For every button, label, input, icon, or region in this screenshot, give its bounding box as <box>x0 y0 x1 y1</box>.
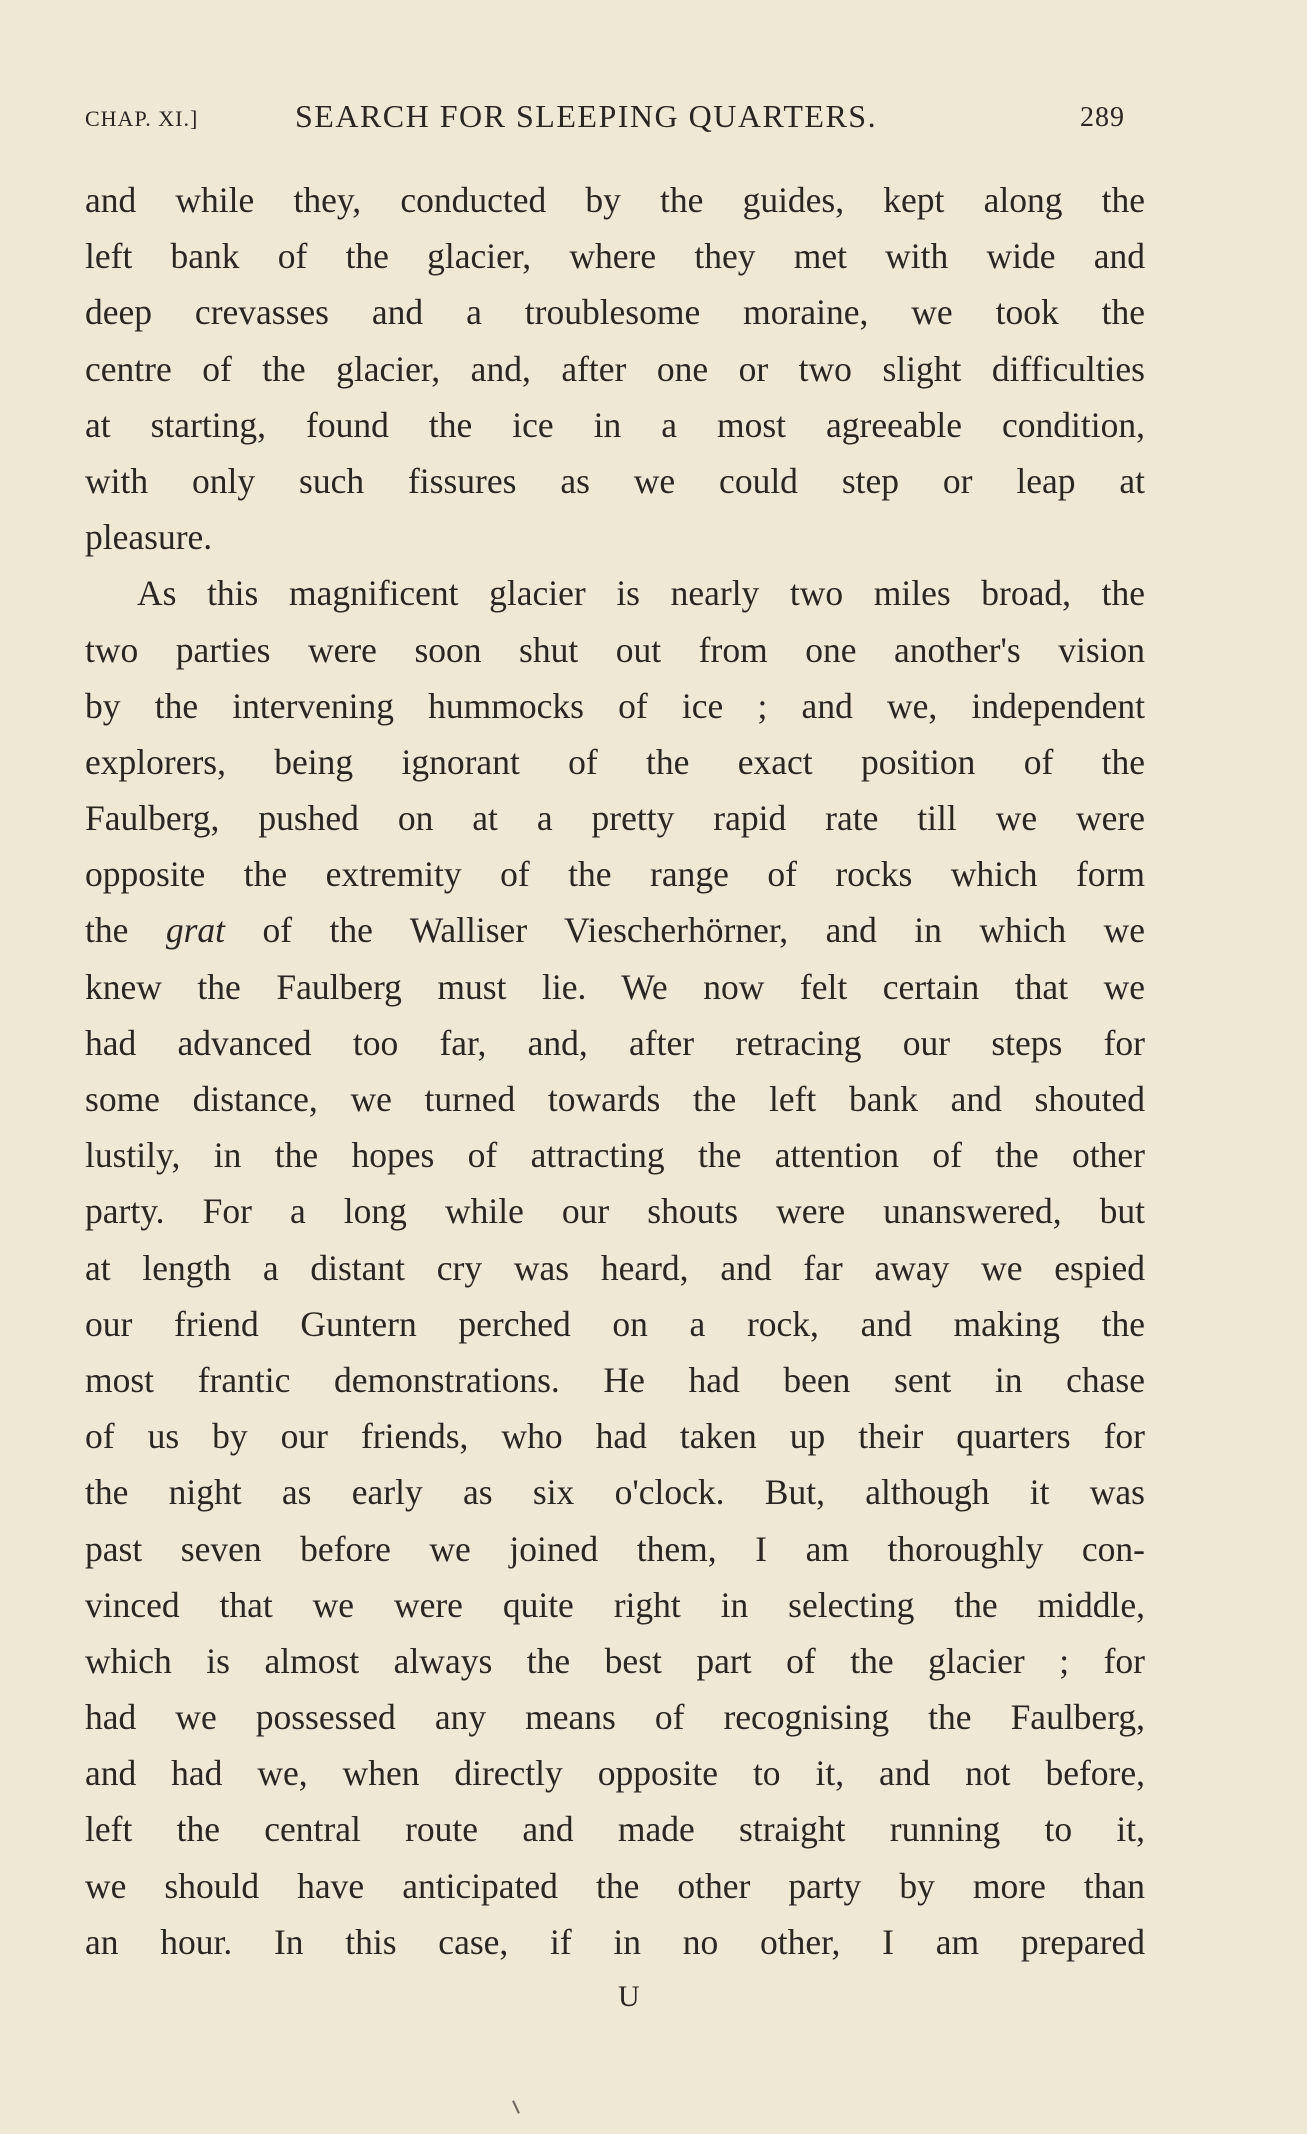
running-head <box>85 98 1125 138</box>
text-line: with only such fissures as we could step or leap at <box>85 460 1145 501</box>
text-line: had advanced too far, and, after retracing our steps for <box>85 1022 1145 1063</box>
text-line: and had we, when directly opposite to it, and not before, <box>85 1753 1145 1794</box>
body-text <box>85 172 1145 1970</box>
text-line: two parties were soon shut out from one another's vision <box>85 629 1145 670</box>
text-line: at starting, found the ice in a most agreeable condition, <box>85 404 1145 445</box>
text-line: deep crevasses and a troublesome moraine, we took the <box>85 292 1145 333</box>
text-line: which is almost always the best part of the glacier ; for <box>85 1640 1145 1681</box>
text-line: by the intervening hummocks of ice ; and we, independent <box>85 685 1145 726</box>
text-line: the night as early as six o'clock. But, although it was <box>85 1472 1145 1513</box>
text-line: party. For a long while our shouts were unanswered, but <box>85 1191 1145 1232</box>
text-line: Faulberg, pushed on at a pretty rapid rate till we were <box>85 798 1145 839</box>
text-line: left bank of the glacier, where they met with wide and <box>85 236 1145 277</box>
text-line: left the central route and made straight running to it, <box>85 1809 1145 1850</box>
text-line: at length a distant cry was heard, and far away we espied <box>85 1247 1145 1288</box>
text-line: most frantic demonstrations. He had been sent in chase <box>85 1359 1145 1400</box>
text-line: pleasure. <box>85 517 213 558</box>
text-line: knew the Faulberg must lie. We now felt certain that we <box>85 966 1145 1007</box>
text-line: centre of the glacier, and, after one or two slight difficulties <box>85 348 1145 389</box>
text-line: explorers, being ignorant of the exact position of the <box>85 741 1145 782</box>
ink-speck <box>512 2100 520 2114</box>
text-line: the grat of the Walliser Viescherhörner, and in which we <box>85 910 1145 951</box>
page-number: 289 <box>1080 102 1125 133</box>
text-line: an hour. In this case, if in no other, I am prepared <box>85 1921 1145 1962</box>
text-line: lustily, in the hopes of attracting the attention of the other <box>85 1135 1145 1176</box>
signature-mark: U <box>618 1980 640 2013</box>
text-line: our friend Guntern perched on a rock, and making the <box>85 1303 1145 1344</box>
text-line: vinced that we were quite right in selecting the middle, <box>85 1584 1145 1625</box>
text-line: opposite the extremity of the range of rocks which form <box>85 854 1145 895</box>
text-line: past seven before we joined them, I am thoroughly con- <box>85 1528 1145 1569</box>
text-line: we should have anticipated the other party by more than <box>85 1865 1145 1906</box>
running-title: SEARCH FOR SLEEPING QUARTERS. <box>295 98 878 134</box>
text-line: and while they, conducted by the guides, kept along the <box>85 180 1145 220</box>
text-line: of us by our friends, who had taken up their quarters for <box>85 1416 1145 1457</box>
chapter-label: CHAP. XI.] <box>85 106 199 131</box>
text-line: had we possessed any means of recognising the Faulberg, <box>85 1697 1145 1738</box>
text-line: As this magnificent glacier is nearly two miles broad, the <box>137 573 1145 614</box>
text-line: some distance, we turned towards the left bank and shouted <box>85 1079 1145 1119</box>
